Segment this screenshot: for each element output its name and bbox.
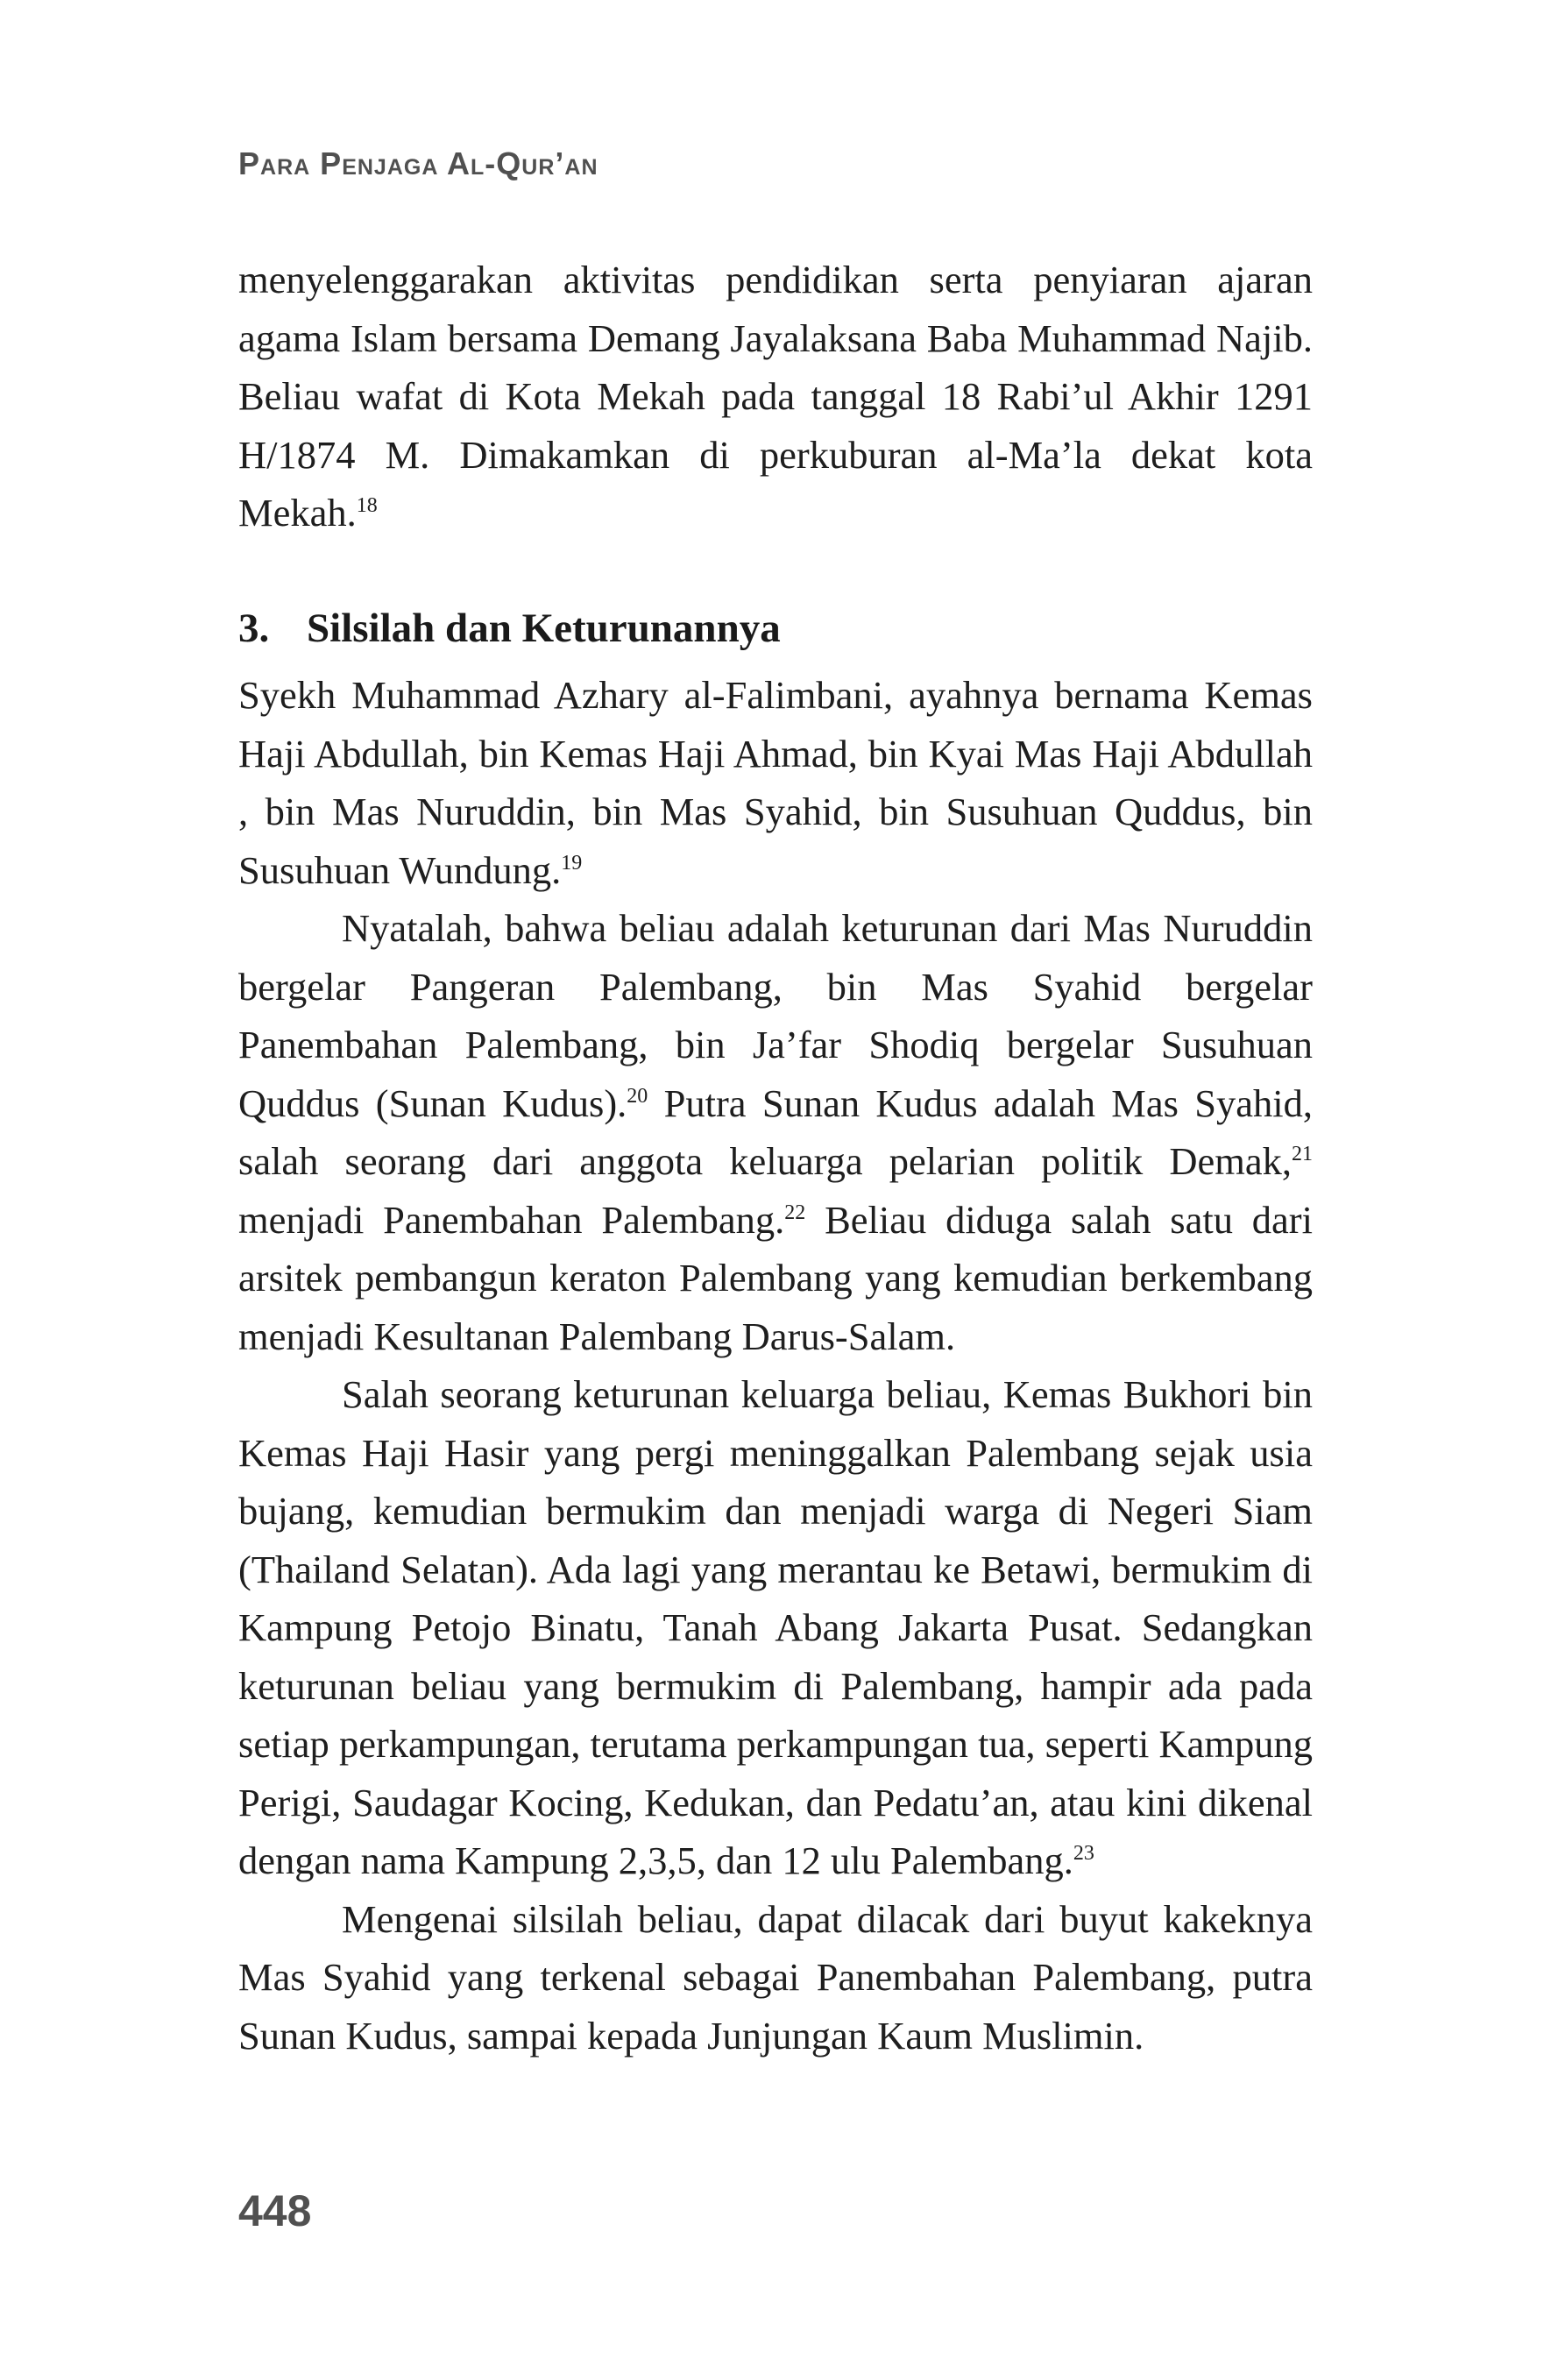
paragraph-descendants [238,1365,1313,1890]
descendants-text: Salah seorang keturunan keluarga beliau, Kemas Bukhori bin Kemas Haji Hasir yang pergi meninggalkan Palembang sejak usia bujang, kemudian bermukim dan menjadi warga di Negeri Siam (Thailand Selatan). Ada lagi yang merantau ke Betawi, bermukim di Kampung Petojo Binatu, Tanah Abang Jakarta Pusat. Sedangkan keturunan beliau yang bermukim di Palembang, hampir ada pada setiap perkampungan, terutama perkampungan tua, seperti Kampung Perigi, Saudagar Kocing, Kedukan, dan Pedatu’an, atau kini dikenal dengan nama Kampung 2,3,5, dan 12 ulu Palembang. [238,1372,1313,1882]
intro-text: menyelenggarakan aktivitas pendidikan serta penyiaran ajaran agama Islam bersama Demang Jayalaksana Baba Muhammad Najib. Beliau wafat di Kota Mekah pada tanggal 18 Rabi’ul Akhir 1291 H/1874 M. Dimakamkan di perkuburan al-Ma’la dekat kota Mekah. [238,258,1313,535]
body-text [238,666,1313,2065]
descent-text-d: Beliau diduga salah satu dari arsitek pembangun keraton Palembang yang kemudian berkembang menjadi Kesultanan Palembang Darus-Salam. [238,1197,1313,1358]
running-head: Para Penjaga Al-Qur’an [238,145,598,181]
intro-paragraph [238,251,1313,542]
paragraph-genealogy [238,1890,1313,2065]
descent-text-b: Putra Sunan Kudus adalah Mas Syahid, salah seorang dari anggota keluarga pelarian politik Demak, [238,1080,1313,1183]
section-number: 3. [238,606,270,651]
footnote-ref-23: 23 [1073,1842,1094,1866]
descent-text-a: Nyatalah, bahwa beliau adalah keturunan dari Mas Nuruddin bergelar Pangeran Palembang, bin Mas Syahid bergelar Panembahan Palembang, bin Ja’far Shodiq bergelar Susuhuan Quddus (Sunan Kudus). [238,906,1313,1125]
descent-text-c: menjadi Panembahan Palembang. [238,1197,785,1242]
footnote-ref-20: 20 [627,1084,648,1108]
section-heading [238,599,781,657]
genealogy-text: Mengenai silsilah beliau, dapat dilacak dari buyut kakeknya Mas Syahid yang terkenal sebagai Panembahan Palembang, putra Sunan Kudus, sampai kepada Junjungan Kaum Muslimin. [238,1896,1313,2058]
paragraph-descent [238,899,1313,1365]
lineage-text: Syekh Muhammad Azhary al-Falimbani, ayahnya bernama Kemas Haji Abdullah, bin Kemas Haji Ahmad, bin Kyai Mas Haji Abdullah , bin Mas Nuruddin, bin Mas Syahid, bin Susuhuan Quddus, bin Susuhuan Wundung. [238,673,1313,892]
footnote-ref-18: 18 [356,494,378,518]
section-title: Silsilah dan Keturunannya [307,606,781,651]
footnote-ref-19: 19 [561,851,583,875]
paragraph-lineage [238,666,1313,899]
page-number: 448 [238,2186,312,2235]
footnote-ref-21: 21 [1292,1143,1313,1166]
footnote-ref-22: 22 [784,1201,806,1224]
